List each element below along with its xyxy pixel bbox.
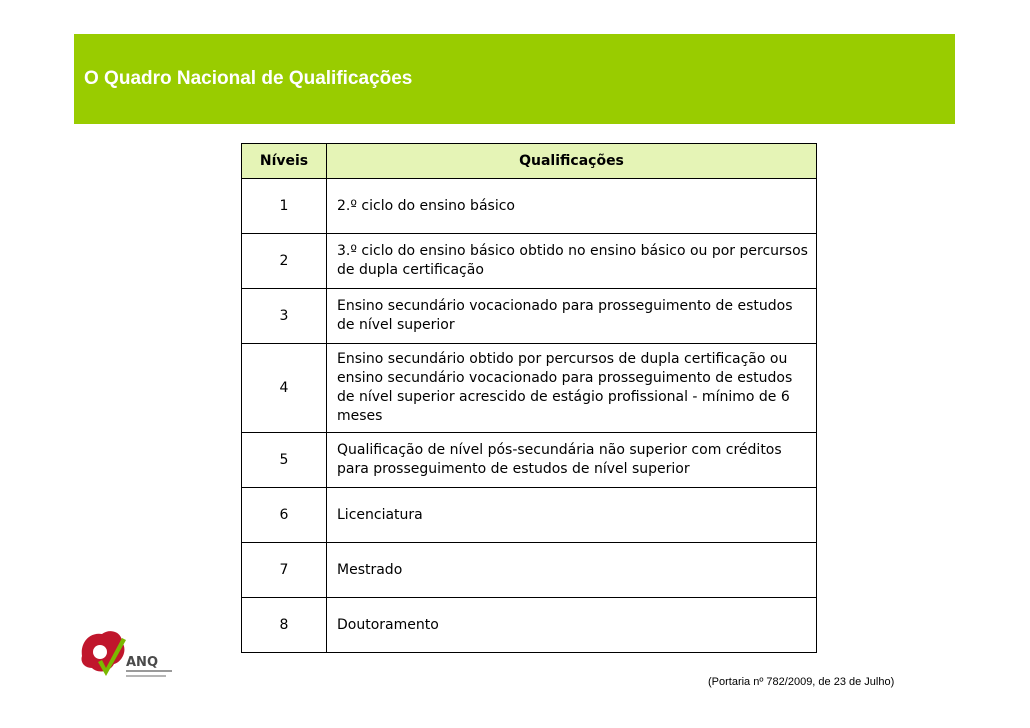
level-cell: 3 (242, 289, 327, 344)
header-qualifications: Qualificações (327, 144, 817, 179)
qualification-cell: 3.º ciclo do ensino básico obtido no ensino básico ou por percursos de dupla certificação (327, 234, 817, 289)
anq-logo (76, 622, 176, 692)
table-row (242, 488, 817, 543)
title-banner (74, 34, 955, 124)
level-cell: 4 (242, 344, 327, 433)
level-cell: 6 (242, 488, 327, 543)
level-cell: 7 (242, 543, 327, 598)
table-row (242, 433, 817, 488)
qualification-cell: Ensino secundário obtido por percursos de dupla certificação ou ensino secundário vocacionado para prosseguimento de estudos de nível superior acrescido de estágio profissional - mínimo de 6 meses (327, 344, 817, 433)
qualification-cell: Mestrado (327, 543, 817, 598)
table-row (242, 598, 817, 653)
level-cell: 8 (242, 598, 327, 653)
qualification-cell: Licenciatura (327, 488, 817, 543)
header-levels: Níveis (242, 144, 327, 179)
logo-wordmark: ANQ (126, 655, 158, 670)
level-cell: 2 (242, 234, 327, 289)
table-row (242, 234, 817, 289)
table-row (242, 179, 817, 234)
table-row (242, 289, 817, 344)
qualification-cell: Doutoramento (327, 598, 817, 653)
page-title: O Quadro Nacional de Qualificações (84, 68, 413, 89)
qualification-cell: Qualificação de nível pós-secundária não superior com créditos para prosseguimento de estudos de nível superior (327, 433, 817, 488)
source-footnote: (Portaria nº 782/2009, de 23 de Julho) (708, 676, 895, 688)
table-row (242, 344, 817, 433)
level-cell: 5 (242, 433, 327, 488)
table-row (242, 543, 817, 598)
level-cell: 1 (242, 179, 327, 234)
qualification-cell: 2.º ciclo do ensino básico (327, 179, 817, 234)
anq-logo-graphic (76, 622, 176, 692)
qualifications-table (241, 143, 817, 653)
table-header-row (242, 144, 817, 179)
qualification-cell: Ensino secundário vocacionado para prosseguimento de estudos de nível superior (327, 289, 817, 344)
